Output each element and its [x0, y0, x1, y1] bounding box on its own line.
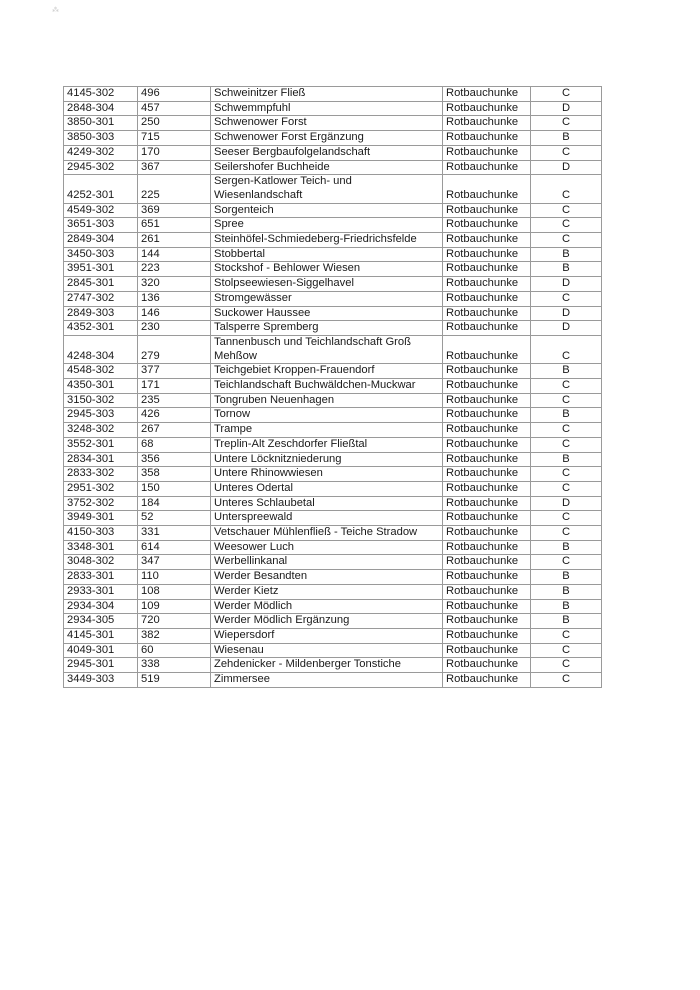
site-name-cell: Werder Mödlich Ergänzung — [211, 614, 443, 629]
site-number-cell: 146 — [138, 306, 211, 321]
site-number-cell: 331 — [138, 526, 211, 541]
grade-cell: B — [531, 614, 602, 629]
table-row — [64, 540, 602, 555]
grade-cell: C — [531, 87, 602, 102]
grade-cell: C — [531, 467, 602, 482]
site-code-cell: 2833-302 — [64, 467, 138, 482]
grade-cell: C — [531, 481, 602, 496]
site-number-cell: 369 — [138, 203, 211, 218]
site-code-cell: 4145-302 — [64, 87, 138, 102]
site-number-cell: 347 — [138, 555, 211, 570]
species-cell: Rotbauchunke — [443, 321, 531, 336]
grade-cell: D — [531, 496, 602, 511]
table-row — [64, 160, 602, 175]
site-code-cell: 3850-301 — [64, 116, 138, 131]
species-cell: Rotbauchunke — [443, 116, 531, 131]
site-number-cell: 52 — [138, 511, 211, 526]
grade-cell: B — [531, 262, 602, 277]
grade-cell: C — [531, 628, 602, 643]
site-code-cell: 3248-302 — [64, 423, 138, 438]
site-number-cell: 136 — [138, 291, 211, 306]
site-number-cell: 261 — [138, 233, 211, 248]
table-row — [64, 555, 602, 570]
site-name-cell: Werbellinkanal — [211, 555, 443, 570]
table-row — [64, 233, 602, 248]
site-name-cell: Zehdenicker - Mildenberger Tonstiche — [211, 658, 443, 673]
site-code-cell: 4049-301 — [64, 643, 138, 658]
grade-cell: C — [531, 203, 602, 218]
grade-cell: B — [531, 584, 602, 599]
site-code-cell: 2951-302 — [64, 481, 138, 496]
site-number-cell: 230 — [138, 321, 211, 336]
table-row — [64, 628, 602, 643]
site-number-cell: 171 — [138, 379, 211, 394]
table-row — [64, 175, 602, 203]
species-cell: Rotbauchunke — [443, 481, 531, 496]
site-number-cell: 279 — [138, 335, 211, 363]
species-cell: Rotbauchunke — [443, 291, 531, 306]
site-code-cell: 2747-302 — [64, 291, 138, 306]
site-code-cell: 4145-301 — [64, 628, 138, 643]
table-row — [64, 262, 602, 277]
species-cell: Rotbauchunke — [443, 277, 531, 292]
table-row — [64, 218, 602, 233]
site-name-cell: Seilershofer Buchheide — [211, 160, 443, 175]
grade-cell: D — [531, 306, 602, 321]
table-row — [64, 437, 602, 452]
site-number-cell: 356 — [138, 452, 211, 467]
species-cell: Rotbauchunke — [443, 467, 531, 482]
table-row — [64, 393, 602, 408]
table-row — [64, 379, 602, 394]
site-number-cell: 382 — [138, 628, 211, 643]
site-number-cell: 358 — [138, 467, 211, 482]
site-code-cell: 3449-303 — [64, 673, 138, 688]
site-name-cell: Werder Besandten — [211, 570, 443, 585]
grade-cell: C — [531, 511, 602, 526]
scan-artifact-icon: ⁂ — [52, 7, 59, 14]
species-cell: Rotbauchunke — [443, 526, 531, 541]
site-number-cell: 519 — [138, 673, 211, 688]
table-row — [64, 643, 602, 658]
site-number-cell: 457 — [138, 101, 211, 116]
site-name-cell: Schwemmpfuhl — [211, 101, 443, 116]
site-code-cell: 3048-302 — [64, 555, 138, 570]
site-name-cell: Zimmersee — [211, 673, 443, 688]
species-cell: Rotbauchunke — [443, 452, 531, 467]
site-name-cell: Werder Mödlich — [211, 599, 443, 614]
site-name-cell: Werder Kietz — [211, 584, 443, 599]
grade-cell: C — [531, 526, 602, 541]
grade-cell: C — [531, 423, 602, 438]
site-name-cell: Unteres Schlaubetal — [211, 496, 443, 511]
site-name-cell: Treplin-Alt Zeschdorfer Fließtal — [211, 437, 443, 452]
grade-cell: B — [531, 131, 602, 146]
site-number-cell: 720 — [138, 614, 211, 629]
species-cell: Rotbauchunke — [443, 643, 531, 658]
species-cell: Rotbauchunke — [443, 496, 531, 511]
site-name-cell: Schwenower Forst — [211, 116, 443, 131]
site-code-cell: 4352-301 — [64, 321, 138, 336]
site-code-cell: 2934-305 — [64, 614, 138, 629]
site-number-cell: 223 — [138, 262, 211, 277]
site-name-cell: Vetschauer Mühlenfließ - Teiche Stradow — [211, 526, 443, 541]
site-number-cell: 377 — [138, 364, 211, 379]
site-name-cell: Stolpseewiesen-Siggelhavel — [211, 277, 443, 292]
species-cell: Rotbauchunke — [443, 306, 531, 321]
site-number-cell: 426 — [138, 408, 211, 423]
species-cell: Rotbauchunke — [443, 658, 531, 673]
table-row — [64, 614, 602, 629]
site-code-cell: 2945-301 — [64, 658, 138, 673]
site-code-cell: 2945-302 — [64, 160, 138, 175]
grade-cell: C — [531, 233, 602, 248]
grade-cell: C — [531, 291, 602, 306]
species-cell: Rotbauchunke — [443, 101, 531, 116]
site-number-cell: 267 — [138, 423, 211, 438]
species-cell: Rotbauchunke — [443, 218, 531, 233]
site-code-cell: 2834-301 — [64, 452, 138, 467]
site-number-cell: 60 — [138, 643, 211, 658]
site-code-cell: 2849-304 — [64, 233, 138, 248]
site-name-cell: Untere Rhinowwiesen — [211, 467, 443, 482]
grade-cell: D — [531, 101, 602, 116]
table-row — [64, 335, 602, 363]
species-site-table — [63, 86, 602, 688]
site-code-cell: 4548-302 — [64, 364, 138, 379]
site-name-cell: Tornow — [211, 408, 443, 423]
site-number-cell: 651 — [138, 218, 211, 233]
species-cell: Rotbauchunke — [443, 233, 531, 248]
grade-cell: C — [531, 116, 602, 131]
site-name-cell: Teichlandschaft Buchwäldchen-Muckwar — [211, 379, 443, 394]
table-row — [64, 673, 602, 688]
table-row — [64, 131, 602, 146]
site-code-cell: 3951-301 — [64, 262, 138, 277]
site-name-cell: Stromgewässer — [211, 291, 443, 306]
grade-cell: C — [531, 175, 602, 203]
site-number-cell: 109 — [138, 599, 211, 614]
table-row — [64, 306, 602, 321]
table-row — [64, 496, 602, 511]
site-code-cell: 3552-301 — [64, 437, 138, 452]
species-cell: Rotbauchunke — [443, 175, 531, 203]
site-number-cell: 68 — [138, 437, 211, 452]
site-code-cell: 3850-303 — [64, 131, 138, 146]
species-cell: Rotbauchunke — [443, 87, 531, 102]
species-cell: Rotbauchunke — [443, 160, 531, 175]
grade-cell: C — [531, 218, 602, 233]
site-number-cell: 235 — [138, 393, 211, 408]
site-name-cell: Suckower Haussee — [211, 306, 443, 321]
grade-cell: D — [531, 321, 602, 336]
grade-cell: B — [531, 452, 602, 467]
species-cell: Rotbauchunke — [443, 247, 531, 262]
species-cell: Rotbauchunke — [443, 203, 531, 218]
site-code-cell: 2848-304 — [64, 101, 138, 116]
table-row — [64, 247, 602, 262]
site-code-cell: 4248-304 — [64, 335, 138, 363]
table-row — [64, 321, 602, 336]
table-row — [64, 277, 602, 292]
grade-cell: C — [531, 379, 602, 394]
site-number-cell: 715 — [138, 131, 211, 146]
species-cell: Rotbauchunke — [443, 131, 531, 146]
grade-cell: C — [531, 673, 602, 688]
site-code-cell: 3949-301 — [64, 511, 138, 526]
table-row — [64, 452, 602, 467]
site-number-cell: 108 — [138, 584, 211, 599]
table-row — [64, 658, 602, 673]
site-number-cell: 250 — [138, 116, 211, 131]
grade-cell: B — [531, 408, 602, 423]
grade-cell: C — [531, 555, 602, 570]
site-code-cell: 2933-301 — [64, 584, 138, 599]
site-code-cell: 4252-301 — [64, 175, 138, 203]
site-number-cell: 338 — [138, 658, 211, 673]
site-code-cell: 3150-302 — [64, 393, 138, 408]
site-number-cell: 496 — [138, 87, 211, 102]
site-code-cell: 4350-301 — [64, 379, 138, 394]
site-code-cell: 2934-304 — [64, 599, 138, 614]
grade-cell: C — [531, 393, 602, 408]
site-name-cell: Schweinitzer Fließ — [211, 87, 443, 102]
site-name-cell: Wiesenau — [211, 643, 443, 658]
table-body — [64, 87, 602, 688]
site-name-cell: Trampe — [211, 423, 443, 438]
site-code-cell: 3752-302 — [64, 496, 138, 511]
site-name-cell: Weesower Luch — [211, 540, 443, 555]
site-code-cell: 3348-301 — [64, 540, 138, 555]
site-code-cell: 4249-302 — [64, 145, 138, 160]
site-number-cell: 144 — [138, 247, 211, 262]
site-name-cell: Spree — [211, 218, 443, 233]
site-number-cell: 614 — [138, 540, 211, 555]
grade-cell: B — [531, 247, 602, 262]
table-row — [64, 145, 602, 160]
table-row — [64, 101, 602, 116]
table-row — [64, 511, 602, 526]
grade-cell: C — [531, 658, 602, 673]
site-number-cell: 367 — [138, 160, 211, 175]
site-number-cell: 320 — [138, 277, 211, 292]
site-code-cell: 2945-303 — [64, 408, 138, 423]
species-cell: Rotbauchunke — [443, 145, 531, 160]
site-code-cell: 2833-301 — [64, 570, 138, 585]
grade-cell: C — [531, 437, 602, 452]
site-name-cell: Talsperre Spremberg — [211, 321, 443, 336]
site-code-cell: 4549-302 — [64, 203, 138, 218]
site-name-cell: Tannenbusch und Teichlandschaft Groß Mehßow — [211, 335, 443, 363]
species-cell: Rotbauchunke — [443, 423, 531, 438]
site-name-cell: Teichgebiet Kroppen-Frauendorf — [211, 364, 443, 379]
species-cell: Rotbauchunke — [443, 335, 531, 363]
grade-cell: D — [531, 277, 602, 292]
site-name-cell: Seeser Bergbaufolgelandschaft — [211, 145, 443, 160]
species-cell: Rotbauchunke — [443, 379, 531, 394]
site-code-cell: 4150-303 — [64, 526, 138, 541]
table-row — [64, 203, 602, 218]
species-cell: Rotbauchunke — [443, 628, 531, 643]
site-name-cell: Stockshof - Behlower Wiesen — [211, 262, 443, 277]
species-cell: Rotbauchunke — [443, 614, 531, 629]
site-number-cell: 225 — [138, 175, 211, 203]
table-row — [64, 87, 602, 102]
table-row — [64, 599, 602, 614]
grade-cell: B — [531, 364, 602, 379]
grade-cell: B — [531, 599, 602, 614]
site-name-cell: Steinhöfel-Schmiedeberg-Friedrichsfelde — [211, 233, 443, 248]
site-code-cell: 2845-301 — [64, 277, 138, 292]
site-name-cell: Schwenower Forst Ergänzung — [211, 131, 443, 146]
table-row — [64, 423, 602, 438]
table-row — [64, 526, 602, 541]
species-cell: Rotbauchunke — [443, 540, 531, 555]
site-name-cell: Tongruben Neuenhagen — [211, 393, 443, 408]
species-cell: Rotbauchunke — [443, 393, 531, 408]
species-cell: Rotbauchunke — [443, 599, 531, 614]
site-name-cell: Untere Löcknitzniederung — [211, 452, 443, 467]
species-cell: Rotbauchunke — [443, 364, 531, 379]
site-name-cell: Stobbertal — [211, 247, 443, 262]
species-cell: Rotbauchunke — [443, 262, 531, 277]
table-row — [64, 364, 602, 379]
species-cell: Rotbauchunke — [443, 408, 531, 423]
species-cell: Rotbauchunke — [443, 584, 531, 599]
site-name-cell: Unterspreewald — [211, 511, 443, 526]
species-cell: Rotbauchunke — [443, 555, 531, 570]
site-code-cell: 3450-303 — [64, 247, 138, 262]
grade-cell: B — [531, 570, 602, 585]
site-name-cell: Unteres Odertal — [211, 481, 443, 496]
site-number-cell: 170 — [138, 145, 211, 160]
site-number-cell: 110 — [138, 570, 211, 585]
table-row — [64, 481, 602, 496]
table-row — [64, 116, 602, 131]
grade-cell: B — [531, 540, 602, 555]
table-row — [64, 584, 602, 599]
site-number-cell: 184 — [138, 496, 211, 511]
species-cell: Rotbauchunke — [443, 570, 531, 585]
site-name-cell: Sergen-Katlower Teich- und Wiesenlandschaft — [211, 175, 443, 203]
table-row — [64, 570, 602, 585]
grade-cell: C — [531, 145, 602, 160]
site-number-cell: 150 — [138, 481, 211, 496]
site-name-cell: Sorgenteich — [211, 203, 443, 218]
table-row — [64, 408, 602, 423]
site-code-cell: 2849-303 — [64, 306, 138, 321]
grade-cell: C — [531, 335, 602, 363]
species-cell: Rotbauchunke — [443, 511, 531, 526]
site-name-cell: Wiepersdorf — [211, 628, 443, 643]
grade-cell: C — [531, 643, 602, 658]
species-cell: Rotbauchunke — [443, 673, 531, 688]
table-row — [64, 467, 602, 482]
grade-cell: D — [531, 160, 602, 175]
species-cell: Rotbauchunke — [443, 437, 531, 452]
table-row — [64, 291, 602, 306]
site-code-cell: 3651-303 — [64, 218, 138, 233]
